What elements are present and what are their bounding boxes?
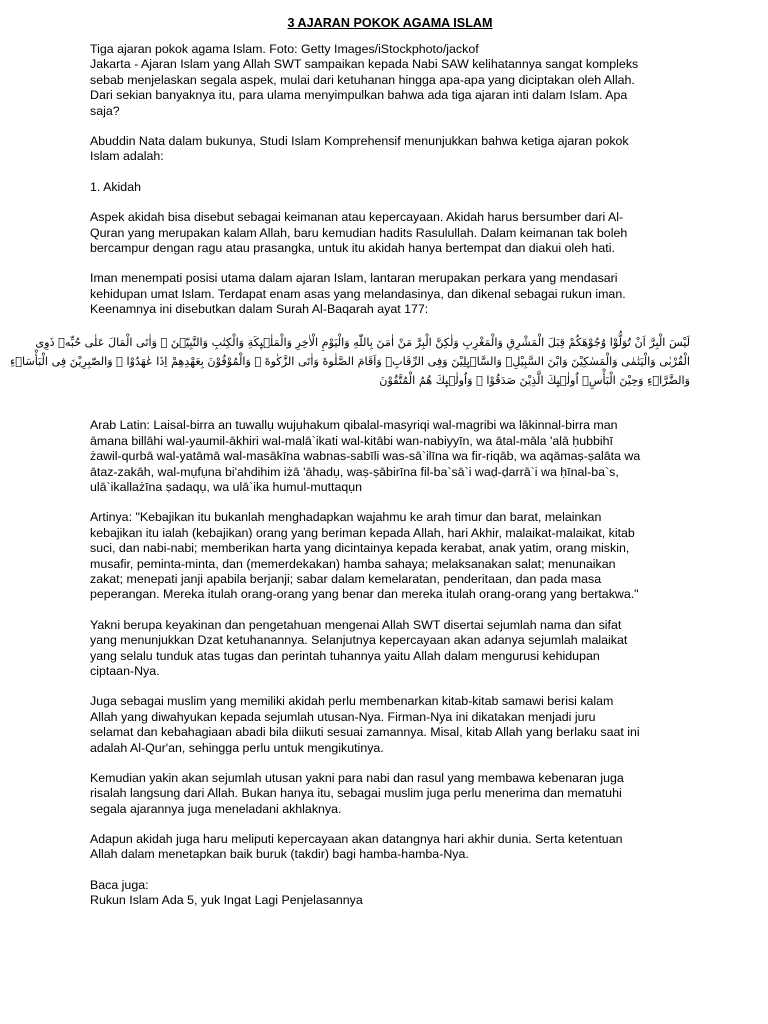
arabic-verse [9,333,690,390]
section-heading-paragraph [90,180,690,195]
text-line: yang menunjukkan Dzat ketuhanannya. Selanjutnya kepercayaan akan adanya sejumlah malaikat [90,633,628,648]
text-line: saja? [90,103,120,118]
text-line: Allah yang diwahyukan kepada sejumlah utusan-Nya. Firman-Nya ini dikatakan menjadi juru [90,709,596,724]
text-line: bercampur dengan ragu atau prasangka, untuk itu akidah hanya bertempat dan diakui oleh hati. [90,240,615,255]
text-line: Yakni berupa keyakinan dan pengetahuan mengenai Allah SWT disertai sejumlah nama dan sifat [90,617,622,632]
text-line: Quran yang merupakan kalam Allah, baru kemudian hadits Rasulullah. Dalam keimanan tak boleh [90,225,628,240]
text-line: selamat dan kebahagiaan abadi bila diikuti sesuai zamannya. Misal, kitab Allah yang berlaku saat ini [90,725,640,740]
text-line: ciptaan-Nya. [90,663,160,678]
text-line: Iman menempati posisi utama dalam ajaran Islam, lantaran merupakan perkara yang mendasari [90,271,618,286]
adapun-paragraph [90,832,690,863]
artinya-paragraph [90,510,690,602]
intro-paragraph [90,42,690,119]
text-line: Aspek akidah bisa disebut sebagai keimanan atau kepercayaan. Akidah harus bersumber dari Al- [90,210,624,225]
kemudian-paragraph [90,771,690,817]
text-line: Kemudian yakin akan sejumlah utusan yakni para nabi dan rasul yang membawa kebenaran juga [90,770,624,785]
text-line: kebajikan itu ialah (kebajikan) orang yang beriman kepada Allah, hari Akhir, malaikat-malaikat, kitab [90,525,635,540]
arabic-line: الْقُرْبٰى وَالْيَتٰمٰى وَالْمَسٰكِيْنَ وَابْنَ السَّبِيْلِۙ وَالسَّاۤىِٕلِيْنَ وَفِى الرِّقَابِۚ وَاَقَامَ الصَّلٰوةَ وَاٰتَى الزَّكٰوةَ ۚ وَالْمُوْفُوْنَ بِعَهْدِهِمْ اِذَا عٰهَدُوْا ۚ وَالصّٰبِرِيْنَ فِى الْبَأْسَاۤءِ [9,355,690,369]
text-line: musafir, peminta-minta, dan (memerdekakan) hamba sahaya; melaksanakan salat; menunaikan [90,556,616,571]
aspek-paragraph [90,210,690,256]
document-page [9,16,690,924]
text-line: Abuddin Nata dalam bukunya, Studi Islam Komprehensif menunjukkan bahwa ketiga ajaran pokok [90,133,629,148]
arabic-line: لَيْسَ الْبِرَّ اَنْ تُوَلُّوْا وُجُوْهَكُمْ قِبَلَ الْمَشْرِقِ وَالْمَغْرِبِ وَلٰكِنَّ الْبِرَّ مَنْ اٰمَنَ بِاللّٰهِ وَالْيَوْمِ الْاٰخِرِ وَالْمَلٰۤىِٕكَةِ وَالْكِتٰبِ وَالنَّبِيّٖنَ ۚ وَاٰتَى الْمَالَ عَلٰى حُبِّهٖ ذَوِى [35,336,690,350]
juga-paragraph [90,694,690,756]
text-line: sebab menjelaskan segala aspek, mulai dari ketuhanan hingga apa-apa yang diciptakan oleh Allah. [90,72,635,87]
arabic-line: وَالضَّرَّاۤءِ وَحِيْنَ الْبَأْسِۗ اُولٰۤىِٕكَ الَّذِيْنَ صَدَقُوْا ۗ وَاُولٰۤىِٕكَ هُمُ الْمُتَّقُوْنَ [379,374,690,388]
related-article-link[interactable]: Rukun Islam Ada 5, yuk Ingat Lagi Penjelasannya [90,893,363,908]
text-line: risalah langsung dari Allah. Bukan hanya itu, sebagai muslim juga perlu menerima dan mematuhi [90,786,622,801]
baca-juga-label: Baca juga: [90,877,149,892]
text-line: Juga sebagai muslim yang memiliki akidah perlu membenarkan kitab-kitab samawi berisi kalam [90,694,614,709]
text-line: Jakarta - Ajaran Islam yang Allah SWT sampaikan kepada Nabi SAW kelihatannya sangat kompleks [90,57,639,72]
text-line: żawil-qurbā wal-yatāmā wal-masākīna wabnas-sabīli was-sā`ilīna wa fir-riqāb, wa aqāmaṣ-ṣalāta wa [90,449,641,464]
text-line: āmana billāhi wal-yaumil-ākhiri wal-malā`ikati wal-kitābi wan-nabiyyīn, wa ātal-māla 'alā ḥubbihī [90,433,613,448]
text-line: peperangan. Mereka itulah orang-orang yang benar dan mereka itulah orang-orang yang bertakwa." [90,587,639,602]
text-line: Arab Latin: Laisal-birra an tuwallụ wujụhakum qibalal-masyriqi wal-magribi wa lākinnal-birra man [90,418,618,433]
text-line: zakat; menepati janji apabila berjanji; sabar dalam kemelaratan, penderitaan, dan pada masa [90,571,602,586]
iman-paragraph [90,271,690,317]
section-heading: 1. Akidah [90,179,141,194]
latin-paragraph [90,418,690,495]
text-line: adalah Al-Qur'an, sehingga perlu untuk mengikutinya. [90,740,384,755]
text-line: Dari sekian banyaknya itu, para ulama menyimpulkan bahwa ada tiga ajaran inti dalam Islam. Apa [90,88,628,103]
document-title: 3 AJARAN POKOK AGAMA ISLAM [287,16,493,30]
text-line: ulā`ikallażīna ṣadaqụ, wa ulā`ika humul-muttaqụn [90,480,363,495]
baca-juga-paragraph [90,878,690,909]
text-line: Adapun akidah juga haru meliputi kepercayaan akan datangnya hari akhir dunia. Serta ketentuan [90,832,623,847]
abuddin-paragraph [90,134,690,165]
text-line: kehidupan umat Islam. Terdapat enam asas yang melandasinya, dan dikenal sebagai rukun iman. [90,286,626,301]
text-line: Tiga ajaran pokok agama Islam. Foto: Getty Images/iStockphoto/jackof [90,42,479,56]
text-line: suci, dan nabi-nabi; memberikan harta yang dicintainya kepada kerabat, anak yatim, orang miskin, [90,541,630,556]
text-line: yang selalu tunduk atas tugas dan perintah tuhannya yaitu Allah dalam mengurusi kehidupan [90,648,600,663]
text-line: Islam adalah: [90,149,164,164]
text-line: ātaz-zakāh, wal-mụfụna bi'ahdihim iżā 'āhadụ, waṣ-ṣābirīna fil-ba`sā`i waḍ-ḍarrā`i wa ḥīnal-ba`s, [90,464,619,479]
text-line: Artinya: "Kebajikan itu bukanlah menghadapkan wajahmu ke arah timur dan barat, melainkan [90,510,602,525]
text-line: Allah dalam menetapkan baik buruk (takdir) bagi hamba-hamba-Nya. [90,847,469,862]
text-line: Keenamnya ini disebutkan dalam Surah Al-Baqarah ayat 177: [90,302,429,317]
text-line: segala ajarannya juga meneladani akhlaknya. [90,801,342,816]
yakni-paragraph [90,618,690,680]
